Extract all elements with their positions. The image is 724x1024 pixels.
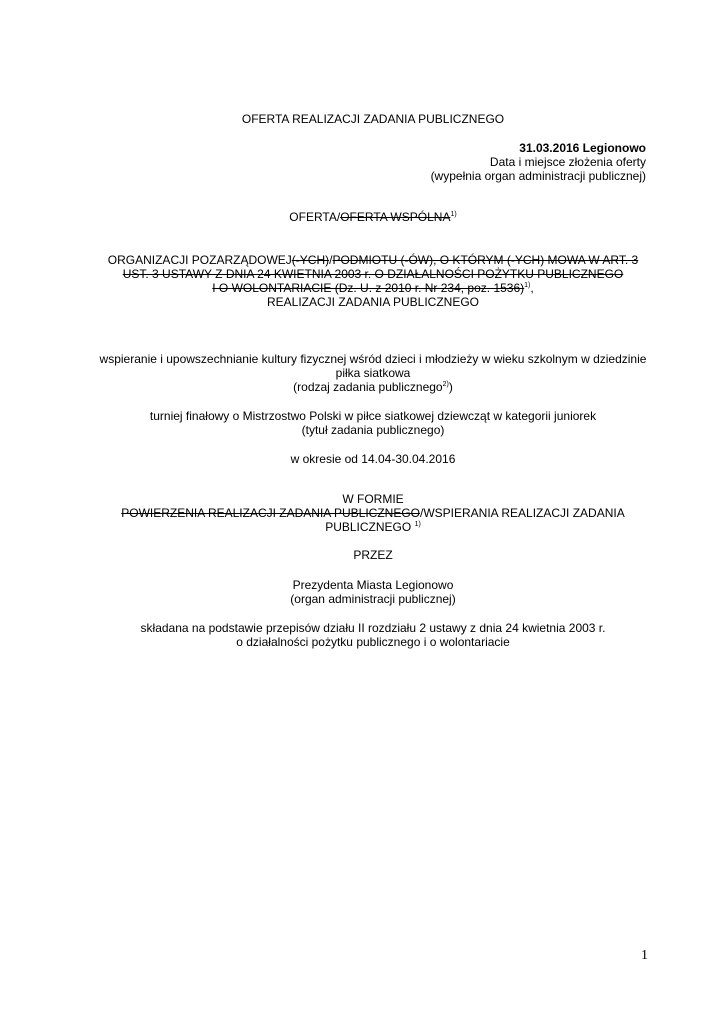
footnote-ref: 1)	[524, 282, 531, 289]
task-kind-label: (rodzaj zadania publicznego$^{2)}$)	[293, 380, 453, 394]
task-kind-line-1: wspieranie i upowszechnianie kultury fizycznej wśród dzieci i młodzieży w wieku szkolnym w dziedzinie	[99, 352, 647, 366]
period: w okresie od 14.04-30.04.2016	[290, 452, 456, 466]
org-line-2: UST. 3 USTAWY Z DNIA 24 KWIETNIA 2003 r. O DZIAŁALNOŚCI POŻYTKU PUBLICZNEGO	[122, 267, 624, 281]
offer-type	[100, 210, 646, 224]
organization-block	[100, 253, 646, 309]
org-line-3: I O WOLONTARIACIE (Dz. U. z 2010 r. Nr 234, poz. 1536)$^{1)}$,	[212, 281, 534, 295]
form-heading: W FORMIE	[342, 492, 404, 506]
date-place-note: (wypełnia organ administracji publicznej)	[430, 169, 646, 183]
legal-basis-block	[100, 621, 646, 649]
task-title-block	[100, 409, 646, 437]
offer-type-struck: OFERTA WSPÓLNA	[340, 210, 451, 224]
date-place-block	[431, 141, 646, 183]
task-title-label: (tytuł zadania publicznego)	[301, 423, 445, 437]
legal-basis-line-2: o działalności pożytku publicznego i o wolontariacie	[236, 635, 510, 649]
task-title-value: turniej finałowy o Mistrzostwo Polski w piłce siatkowej dziewcząt w kategorii juniorek	[149, 409, 597, 423]
form-line-2: PUBLICZNEGO $^{1)}$	[325, 520, 421, 534]
org-line-1: ORGANIZACJI POZARZĄDOWEJ(-YCH)/PODMIOTU (-ÓW), O KTÓRYM (-YCH) MOWA W ART. 3	[107, 253, 639, 267]
footnote-ref: 1)	[450, 211, 457, 218]
footnote-ref: 1)	[414, 521, 421, 528]
offer-type-active: OFERTA/	[289, 210, 341, 224]
legal-basis-line-1: składana na podstawie przepisów działu II rozdziału 2 ustawy z dnia 24 kwietnia 2003 r.	[140, 621, 606, 635]
date-place-value: 31.03.2016 Legionowo	[519, 141, 646, 155]
task-kind-line-2: piłka siatkowa	[335, 366, 411, 380]
form-block	[100, 492, 646, 534]
footnote-ref: 2)	[442, 381, 449, 388]
task-kind-block	[80, 352, 666, 394]
form-line-1: POWIERZENIA REALIZACJI ZADANIA PUBLICZNEGO/WSPIERANIA REALIZACJI ZADANIA	[121, 506, 625, 520]
through: PRZEZ	[353, 548, 393, 562]
page-number: 1	[641, 948, 648, 963]
authority-label: (organ administracji publicznej)	[290, 592, 456, 606]
authority-value: Prezydenta Miasta Legionowo	[292, 578, 454, 592]
document-title: OFERTA REALIZACJI ZADANIA PUBLICZNEGO	[241, 112, 505, 126]
authority-block	[100, 578, 646, 606]
org-line-4: REALIZACJI ZADANIA PUBLICZNEGO	[266, 295, 480, 309]
date-place-label: Data i miejsce złożenia oferty	[489, 155, 646, 169]
